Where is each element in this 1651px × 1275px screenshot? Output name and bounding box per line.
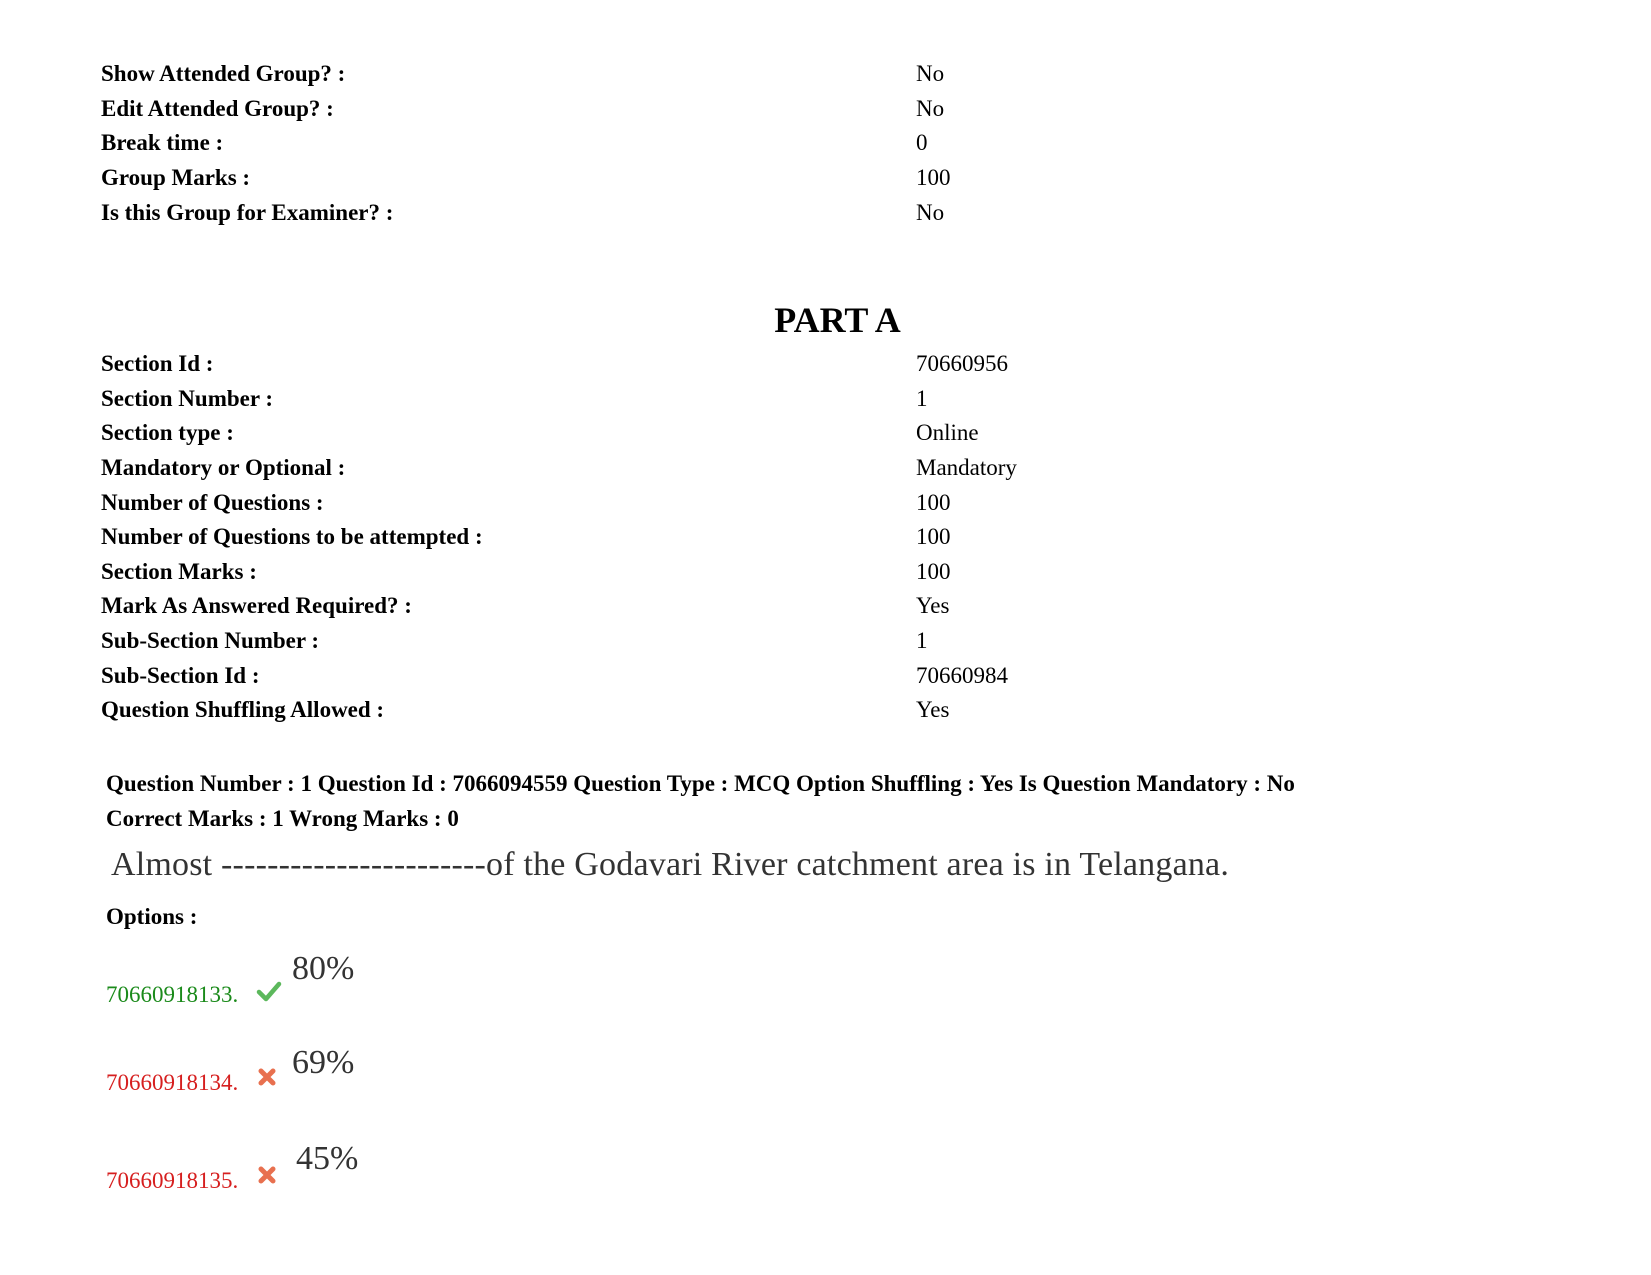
group-info-value: No — [916, 61, 945, 87]
option-item — [106, 1140, 506, 1200]
group-info-value: No — [916, 95, 945, 121]
section-info-value: Mandatory — [916, 455, 1017, 481]
cross-icon — [256, 1066, 282, 1092]
section-info-label: Number of Questions : — [101, 489, 324, 515]
section-info-row — [101, 382, 1401, 417]
group-info-table — [101, 57, 1401, 230]
section-info-label: Section Marks : — [101, 558, 257, 584]
options-label: Options : — [106, 904, 198, 929]
question-meta-line: Question Number : 1 Question Id : 7066094559 Question Type : MCQ Option Shuffling : Yes Is Question Mandatory : No — [106, 771, 1295, 796]
section-info-label: Section Id : — [101, 351, 214, 377]
section-info-value: 100 — [916, 489, 951, 515]
question-meta — [106, 766, 1606, 836]
section-info-label: Sub-Section Number : — [101, 628, 320, 654]
section-info-value: 100 — [916, 558, 951, 584]
section-info-value: Online — [916, 420, 979, 446]
section-info-label: Section Number : — [101, 385, 274, 411]
option-id: 70660918135. — [106, 1168, 239, 1193]
group-info-label: Show Attended Group? : — [101, 61, 346, 87]
option-item — [106, 1044, 506, 1104]
option-text: 69% — [292, 1044, 355, 1081]
section-info-value: 1 — [916, 628, 928, 654]
question-marks-line: Correct Marks : 1 Wrong Marks : 0 — [106, 806, 459, 831]
section-info-row — [101, 624, 1401, 659]
group-info-value: No — [916, 199, 945, 225]
section-info-label: Number of Questions to be attempted : — [101, 524, 483, 550]
option-text: 80% — [292, 950, 355, 987]
group-info-label: Group Marks : — [101, 165, 251, 191]
group-info-row — [101, 161, 1401, 196]
check-icon — [256, 978, 282, 1004]
part-title: PART A — [774, 300, 901, 340]
section-info-label: Section type : — [101, 420, 234, 446]
section-info-row — [101, 693, 1401, 728]
option-id: 70660918133. — [106, 982, 239, 1007]
group-info-row — [101, 92, 1401, 127]
group-info-row — [101, 195, 1401, 230]
section-info-label: Mark As Answered Required? : — [101, 593, 412, 619]
group-info-row — [101, 126, 1401, 161]
group-info-row — [101, 57, 1401, 92]
section-info-value: 100 — [916, 524, 951, 550]
section-info-value: Yes — [916, 593, 950, 619]
option-text: 45% — [296, 1140, 359, 1177]
question-text: Almost -----------------------of the Godavari River catchment area is in Telangana. — [111, 846, 1230, 883]
section-info-value: 70660984 — [916, 662, 1008, 688]
section-info-row — [101, 589, 1401, 624]
group-info-value: 100 — [916, 165, 951, 191]
group-info-value: 0 — [916, 130, 928, 156]
option-id: 70660918134. — [106, 1070, 239, 1095]
group-info-label: Edit Attended Group? : — [101, 95, 334, 121]
section-info-value: Yes — [916, 697, 950, 723]
section-info-row — [101, 658, 1401, 693]
section-info-row — [101, 555, 1401, 590]
section-info-row — [101, 485, 1401, 520]
section-info-value: 70660956 — [916, 351, 1008, 377]
section-info-row — [101, 347, 1401, 382]
cross-icon — [256, 1164, 282, 1190]
section-info-table — [101, 347, 1401, 728]
section-info-row — [101, 451, 1401, 486]
section-info-row — [101, 416, 1401, 451]
group-info-label: Break time : — [101, 130, 224, 156]
section-info-value: 1 — [916, 385, 928, 411]
section-info-label: Mandatory or Optional : — [101, 455, 346, 481]
option-item — [106, 950, 506, 1010]
group-info-label: Is this Group for Examiner? : — [101, 199, 394, 225]
section-info-label: Sub-Section Id : — [101, 662, 260, 688]
section-info-row — [101, 520, 1401, 555]
section-info-label: Question Shuffling Allowed : — [101, 697, 385, 723]
